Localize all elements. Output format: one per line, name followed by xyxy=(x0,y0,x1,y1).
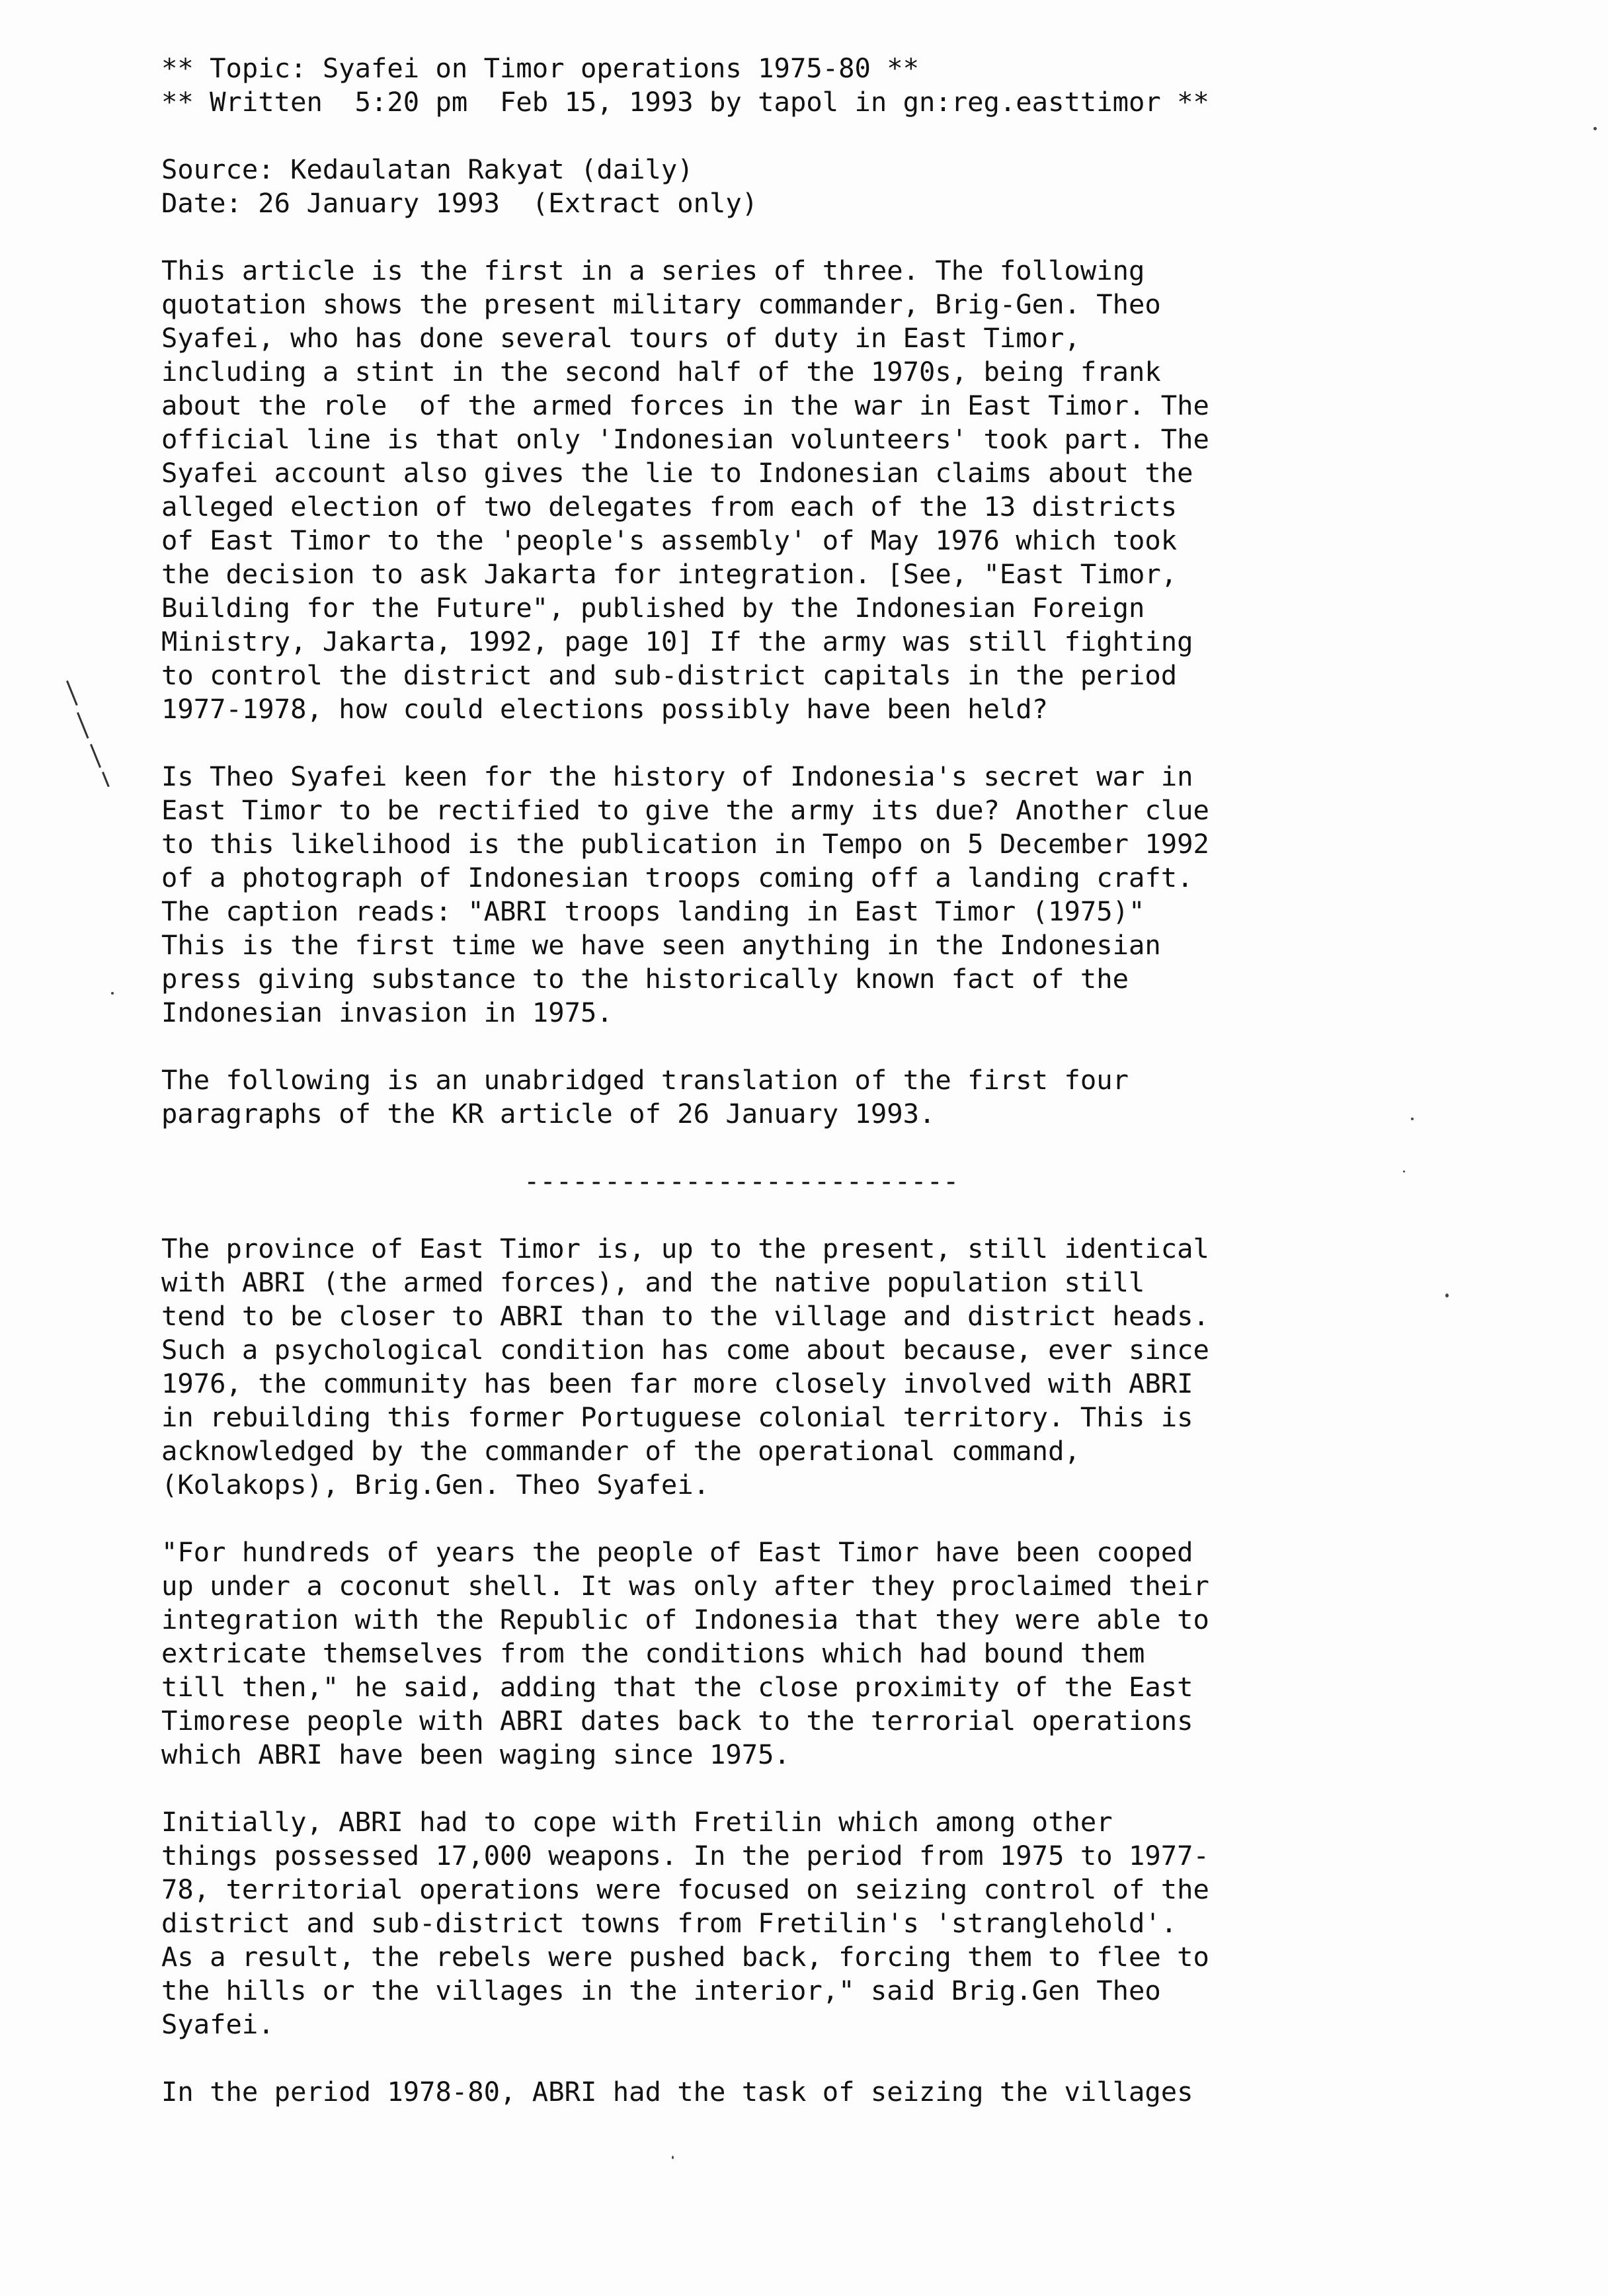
source-info xyxy=(161,153,1537,220)
text-line: up under a coconut shell. It was only after they proclaimed their xyxy=(161,1570,1209,1602)
text-line: about the role of the armed forces in the war in East Timor. The xyxy=(161,390,1209,421)
text-line: things possessed 17,000 weapons. In the period from 1975 to 1977- xyxy=(161,1840,1209,1871)
text-line: which ABRI have been waging since 1975. xyxy=(161,1739,790,1770)
article-paragraph-2 xyxy=(161,1536,1537,1772)
source-line: Source: Kedaulatan Rakyat (daily) xyxy=(161,153,694,185)
article-paragraph-4 xyxy=(161,2075,1537,2109)
text-line: the hills or the villages in the interior," said Brig.Gen Theo xyxy=(161,1975,1161,2006)
text-line: to this likelihood is the publication in Tempo on 5 December 1992 xyxy=(161,828,1209,860)
text-line: 1977-1978, how could elections possibly have been held? xyxy=(161,693,1049,725)
margin-pen-mark xyxy=(77,712,89,739)
section-separator: --------------------------- xyxy=(524,1165,959,1197)
margin-pen-mark xyxy=(102,772,110,787)
intro-paragraph-2 xyxy=(161,760,1537,1030)
text-line: quotation shows the present military commander, Brig-Gen. Theo xyxy=(161,288,1161,320)
text-line: (Kolakops), Brig.Gen. Theo Syafei. xyxy=(161,1469,710,1500)
text-line: 1976, the community has been far more closely involved with ABRI xyxy=(161,1368,1193,1399)
text-line: The following is an unabridged translation of the first four xyxy=(161,1064,1129,1096)
text-line: district and sub-district towns from Fretilin's 'stranglehold'. xyxy=(161,1907,1178,1939)
scan-speck xyxy=(1593,127,1597,130)
text-line: to control the district and sub-district capitals in the period xyxy=(161,659,1178,691)
text-line: alleged election of two delegates from each of the 13 districts xyxy=(161,491,1178,522)
text-line: The caption reads: "ABRI troops landing in East Timor (1975)" xyxy=(161,895,1145,927)
text-line: Timorese people with ABRI dates back to the terrorial operations xyxy=(161,1705,1193,1737)
article-paragraph-1 xyxy=(161,1232,1537,1502)
message-header xyxy=(161,52,1537,119)
header-written-line: ** Written 5:20 pm Feb 15, 1993 by tapol in gn:reg.easttimor ** xyxy=(161,86,1209,118)
margin-pen-mark xyxy=(90,744,101,768)
text-line: As a result, the rebels were pushed back, forcing them to flee to xyxy=(161,1941,1209,1973)
text-line: Building for the Future", published by the Indonesian Foreign xyxy=(161,592,1145,624)
spacer xyxy=(161,1131,1537,1165)
text-line: of a photograph of Indonesian troops coming off a landing craft. xyxy=(161,862,1193,893)
text-line: official line is that only 'Indonesian volunteers' took part. The xyxy=(161,423,1209,455)
text-line: till then," he said, adding that the close proximity of the East xyxy=(161,1671,1193,1703)
text-line: The province of East Timor is, up to the present, still identical xyxy=(161,1233,1209,1264)
text-line: "For hundreds of years the people of East Timor have been cooped xyxy=(161,1536,1193,1568)
text-line: acknowledged by the commander of the operational command, xyxy=(161,1435,1080,1467)
text-line: East Timor to be rectified to give the army its due? Another clue xyxy=(161,794,1209,826)
date-line: Date: 26 January 1993 (Extract only) xyxy=(161,187,758,219)
text-line: Syafei, who has done several tours of duty in East Timor, xyxy=(161,322,1080,354)
text-line: Such a psychological condition has come about because, ever since xyxy=(161,1334,1209,1366)
intro-paragraph-1 xyxy=(161,254,1537,726)
text-line: Ministry, Jakarta, 1992, page 10] If the army was still fighting xyxy=(161,626,1193,657)
text-line: the decision to ask Jakarta for integration. [See, "East Timor, xyxy=(161,558,1178,590)
scan-speck xyxy=(111,992,114,995)
text-line: Is Theo Syafei keen for the history of Indonesia's secret war in xyxy=(161,760,1193,792)
scan-speck xyxy=(672,2156,674,2159)
margin-pen-mark xyxy=(66,680,78,706)
text-line: 78, territorial operations were focused on seizing control of the xyxy=(161,1873,1209,1905)
article-paragraph-3 xyxy=(161,1805,1537,2041)
text-line: extricate themselves from the conditions which had bound them xyxy=(161,1637,1145,1669)
intro-paragraph-3 xyxy=(161,1063,1537,1131)
document-text xyxy=(161,52,1537,2109)
text-line: In the period 1978-80, ABRI had the task of seizing the villages xyxy=(161,2076,1193,2108)
text-line: Indonesian invasion in 1975. xyxy=(161,997,613,1028)
header-topic-line: ** Topic: Syafei on Timor operations 1975-80 ** xyxy=(161,52,920,84)
text-line: with ABRI (the armed forces), and the native population still xyxy=(161,1266,1145,1298)
text-line: tend to be closer to ABRI than to the village and district heads. xyxy=(161,1300,1209,1332)
text-line: Syafei. xyxy=(161,2008,274,2040)
text-line: integration with the Republic of Indonesia that they were able to xyxy=(161,1604,1209,1635)
text-line: Initially, ABRI had to cope with Fretilin which among other xyxy=(161,1806,1113,1838)
text-line: This article is the first in a series of three. The following xyxy=(161,255,1145,286)
text-line: paragraphs of the KR article of 26 January 1993. xyxy=(161,1098,936,1129)
text-line: Syafei account also gives the lie to Indonesian claims about the xyxy=(161,457,1193,489)
text-line: press giving substance to the historically known fact of the xyxy=(161,963,1129,995)
spacer xyxy=(161,1198,1537,1232)
text-line: including a stint in the second half of the 1970s, being frank xyxy=(161,356,1161,388)
text-line: of East Timor to the 'people's assembly' of May 1976 which took xyxy=(161,524,1178,556)
text-line: This is the first time we have seen anything in the Indonesian xyxy=(161,929,1161,961)
text-line: in rebuilding this former Portuguese colonial territory. This is xyxy=(161,1401,1193,1433)
